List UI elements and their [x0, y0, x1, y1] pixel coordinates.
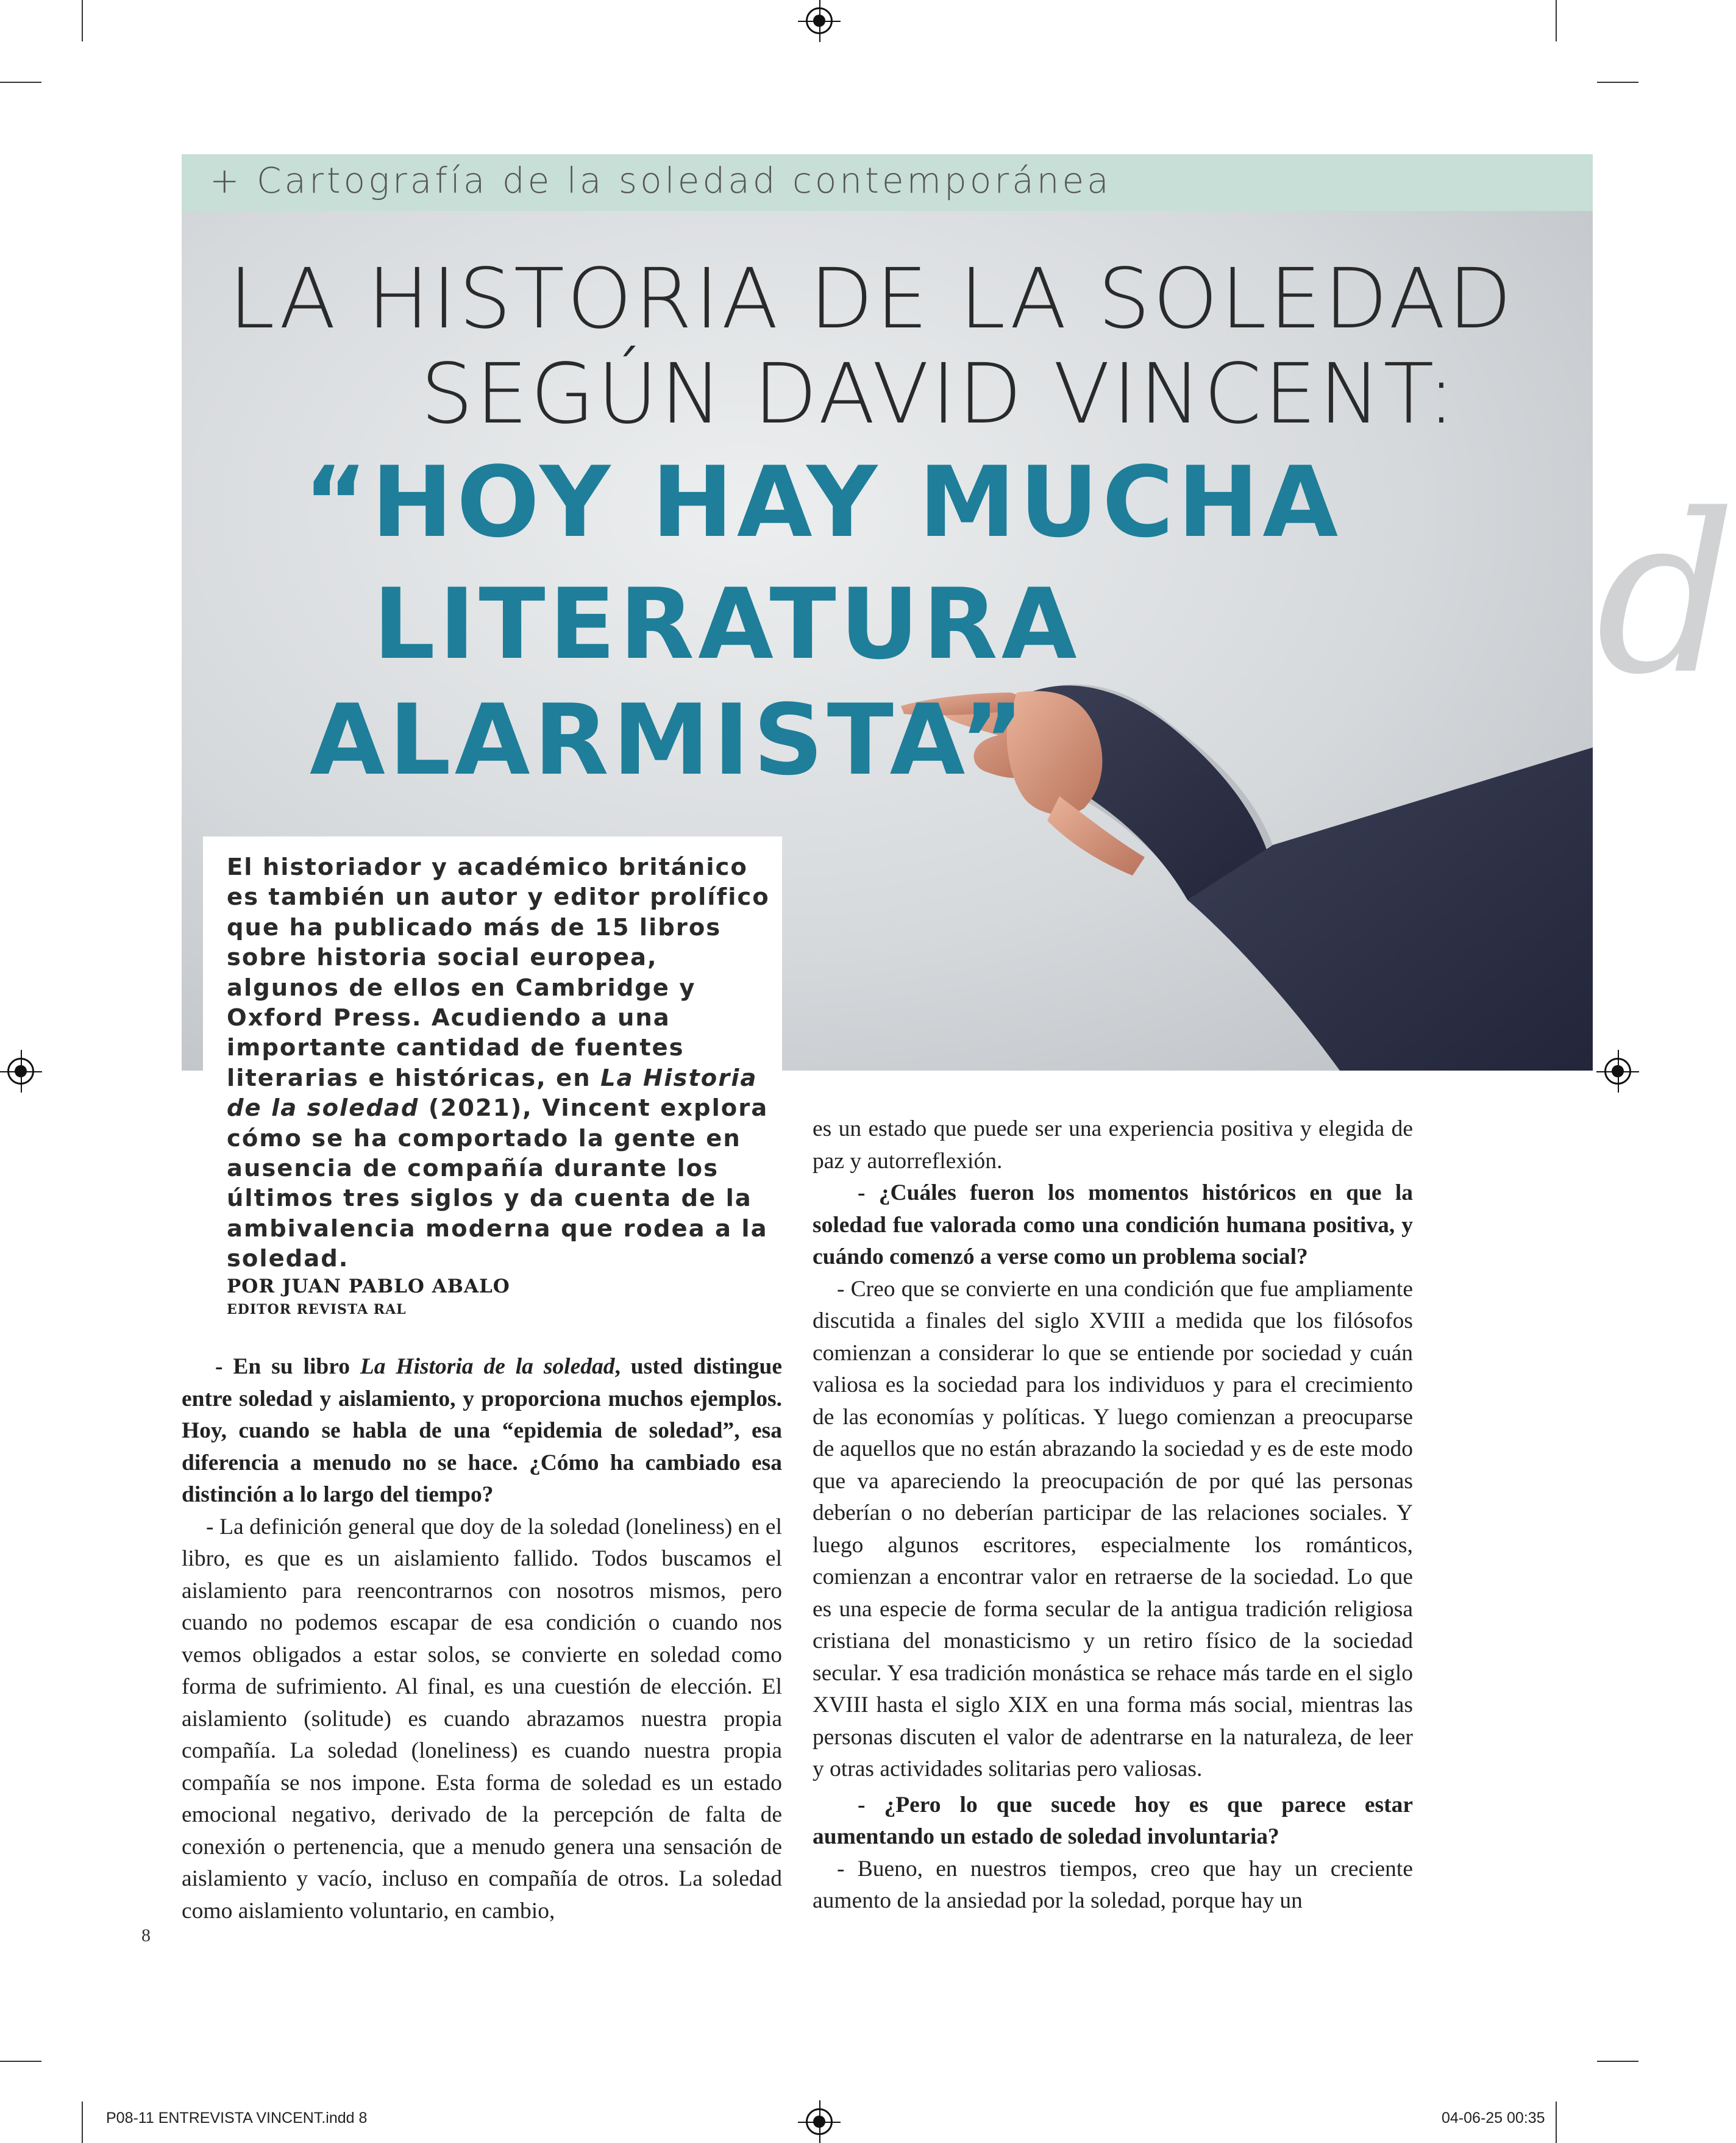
- crop-mark: [1597, 82, 1638, 83]
- answer-2: - Creo que se convierte en una condición que fue ampliamente discutida a finales del siglo XVIII a medida que los filósofos comienzan a considerar lo que se entiende por sociedad y cuán valiosa es la sociedad para los individuos y para el crecimiento de las economías y políticas. Y luego comienzan a preocuparse de aquellos que no están abrazando la sociedad y es de este modo que va apareciendo la preocupación de por qué las personas deberían o no deberían participar de las relaciones sociales. Y luego algunos escritores, especialmente los románticos, comienzan a encontrar valor en retraerse de la sociedad. Lo que es una especie de forma secular de la antigua tradición religiosa cristiana del monasticismo y un retiro físico de la sociedad secular. Y esa tradición monástica se rehace más tarde en el siglo XVIII hasta el siglo XIX en una forma más social, mientras las personas discuten el valor de adentrarse en la naturaleza, de leer y otras actividades solitarias pero valiosas.: [813, 1276, 1413, 1781]
- headline-line-1: LA HISTORIA DE LA SOLEDAD: [229, 251, 1515, 348]
- intro-lead: El historiador y académico británico es también un autor y editor prolífico que ha publicado más de 15 libros sobre historia social europea, algunos de ellos en Cambridge y Oxford Press. Acudiendo a una importante cantidad de fuentes literarias e históricas, en: [227, 854, 770, 1092]
- intro-book-title: La Historia de la soledad: [227, 1064, 758, 1122]
- chalk-letter: d: [1596, 467, 1736, 722]
- left-column: [182, 1351, 782, 1927]
- registration-mark-icon: [806, 2108, 833, 2135]
- crop-mark: [82, 2102, 83, 2143]
- crop-mark: [1556, 2102, 1557, 2143]
- question-2: - ¿Cuáles fueron los momentos históricos en que la soledad fue valorada como una condición humana positiva, y cuándo comenzó a verse como un problema social?: [813, 1180, 1413, 1269]
- headline-line-2: SEGÚN DAVID VINCENT:: [421, 346, 1458, 443]
- answer-1: - La definición general que doy de la soledad (loneliness) en el libro, es que es un aislamiento fallido. Todos buscamos el aislamiento para reencontrarnos con nosotros mismos, pero cuando no podemos escapar de esa condición o cuando nos vemos obligados a estar solos, se convierte en soledad como forma de sufrimiento. Al final, es una cuestión de elección. El aislamiento (solitude) es cuando abrazamos nuestra propia compañía. La soledad (loneliness) es cuando nuestra propia compañía se nos impone. Esta forma de soledad es un estado emocional negativo, derivado de la percepción de falta de conexión o pertenencia, que a menudo genera una sensación de aislamiento y vacío, incluso en compañía de otros. La soledad como aislamiento voluntario, en cambio,: [182, 1514, 782, 1924]
- page-number: 8: [141, 1925, 151, 1945]
- crop-mark: [0, 82, 41, 83]
- right-column: [813, 1113, 1413, 1917]
- pull-quote-line-1: “HOY HAY MUCHA: [304, 445, 1342, 559]
- question-1: - En su libro La Historia de la soledad, usted distingue entre soledad y aislamiento, y proporciona muchos ejemplos. Hoy, cuando se habla de una “epidemia de soledad”, esa diferencia a menudo no se hace. ¿Cómo ha cambiado esa distinción a lo largo del tiempo?: [182, 1354, 782, 1507]
- question-3: - ¿Pero lo que sucede hoy es que parece estar aumentando un estado de soledad involuntaria?: [813, 1792, 1413, 1849]
- crop-mark: [0, 2061, 41, 2062]
- slug-file: P08-11 ENTREVISTA VINCENT.indd 8: [106, 2109, 368, 2127]
- slug-date: 04-06-25 00:35: [1442, 2109, 1545, 2127]
- pull-quote-line-3: ALARMISTA”: [310, 683, 1028, 797]
- registration-mark-icon: [7, 1058, 34, 1085]
- crop-mark: [82, 0, 83, 41]
- intro-paragraph: [227, 852, 778, 1274]
- registration-mark-icon: [1604, 1058, 1631, 1085]
- registration-mark-icon: [806, 7, 833, 34]
- byline-role: EDITOR REVISTA RAL: [227, 1302, 407, 1318]
- section-kicker: + Cartografía de la soledad contemporánea: [210, 160, 1112, 201]
- answer-3: - Bueno, en nuestros tiempos, creo que hay un creciente aumento de la ansiedad por la soledad, porque hay un: [813, 1856, 1413, 1913]
- intro-tail: (2021), Vincent explora cómo se ha comportado la gente en ausencia de compañía durante los últimos tres siglos y da cuenta de la ambivalencia moderna que rodea a la soledad.: [227, 1094, 769, 1273]
- crop-mark: [1556, 0, 1557, 41]
- crop-mark: [1597, 2061, 1638, 2062]
- byline-author: POR JUAN PABLO ABALO: [227, 1275, 510, 1297]
- answer-1-continued: es un estado que puede ser una experiencia positiva y elegida de paz y autorreflexión.: [813, 1116, 1413, 1174]
- pull-quote-line-2: LITERATURA: [373, 567, 1081, 681]
